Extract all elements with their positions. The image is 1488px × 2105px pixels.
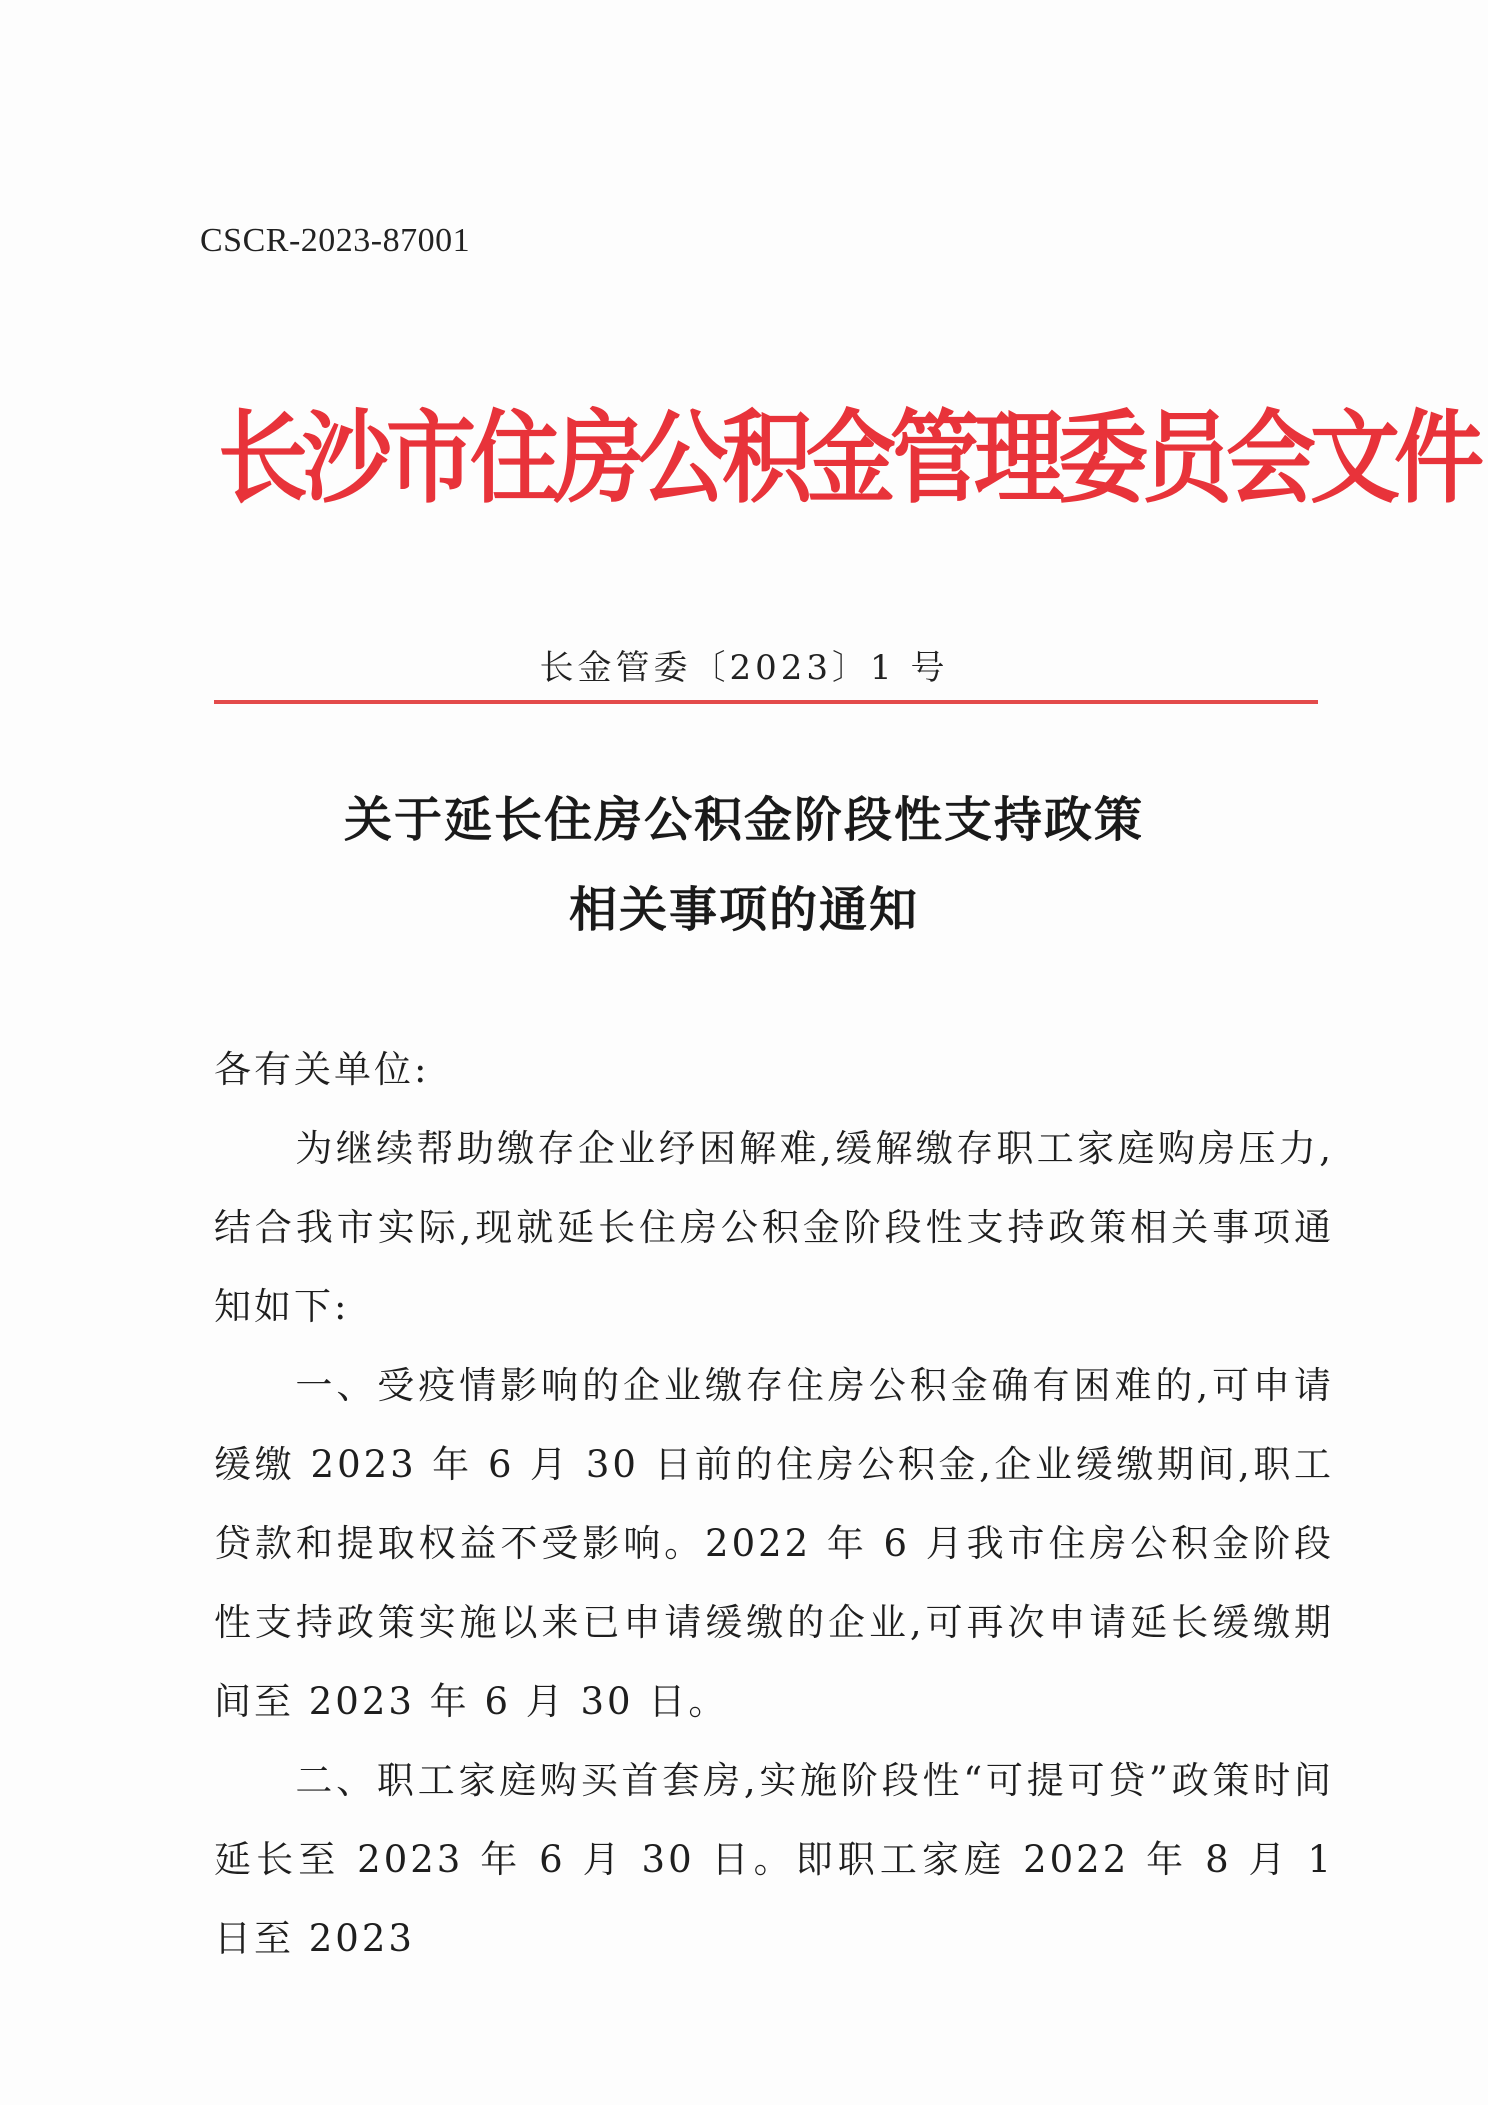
red-divider-line xyxy=(214,700,1318,704)
document-title xyxy=(0,775,1488,955)
title-line-2: 相关事项的通知 xyxy=(568,882,919,938)
agency-red-header: 长沙市住房公积金管理委员会文件 xyxy=(218,400,1478,518)
document-code: CSCR-2023-87001 xyxy=(200,222,471,259)
salutation: 各有关单位: xyxy=(214,1048,430,1091)
paragraph-item-1: 一、受疫情影响的企业缴存住房公积金确有困难的,可申请缓缴 2023 年 6 月 30 日前的住房公积金,企业缓缴期间,职工贷款和提取权益不受影响。2022 年 6 月我市住房公积金阶段性支持政策实施以来已申请缓缴的企业,可再次申请延长缓缴期间至 2023 年 6 月 30 日。 xyxy=(214,1364,1334,1723)
paragraph-intro: 为继续帮助缴存企业纾困解难,缓解缴存职工家庭购房压力,结合我市实际,现就延长住房公积金阶段性支持政策相关事项通知如下: xyxy=(214,1127,1334,1328)
document-number: 长金管委〔2023〕1 号 xyxy=(539,648,949,688)
title-line-1: 关于延长住房公积金阶段性支持政策 xyxy=(343,792,1144,848)
document-body xyxy=(214,1030,1334,1978)
paragraph-item-2: 二、职工家庭购买首套房,实施阶段性“可提可贷”政策时间延长至 2023 年 6 月 30 日。即职工家庭 2022 年 8 月 1 日至 2023 xyxy=(214,1759,1334,1960)
